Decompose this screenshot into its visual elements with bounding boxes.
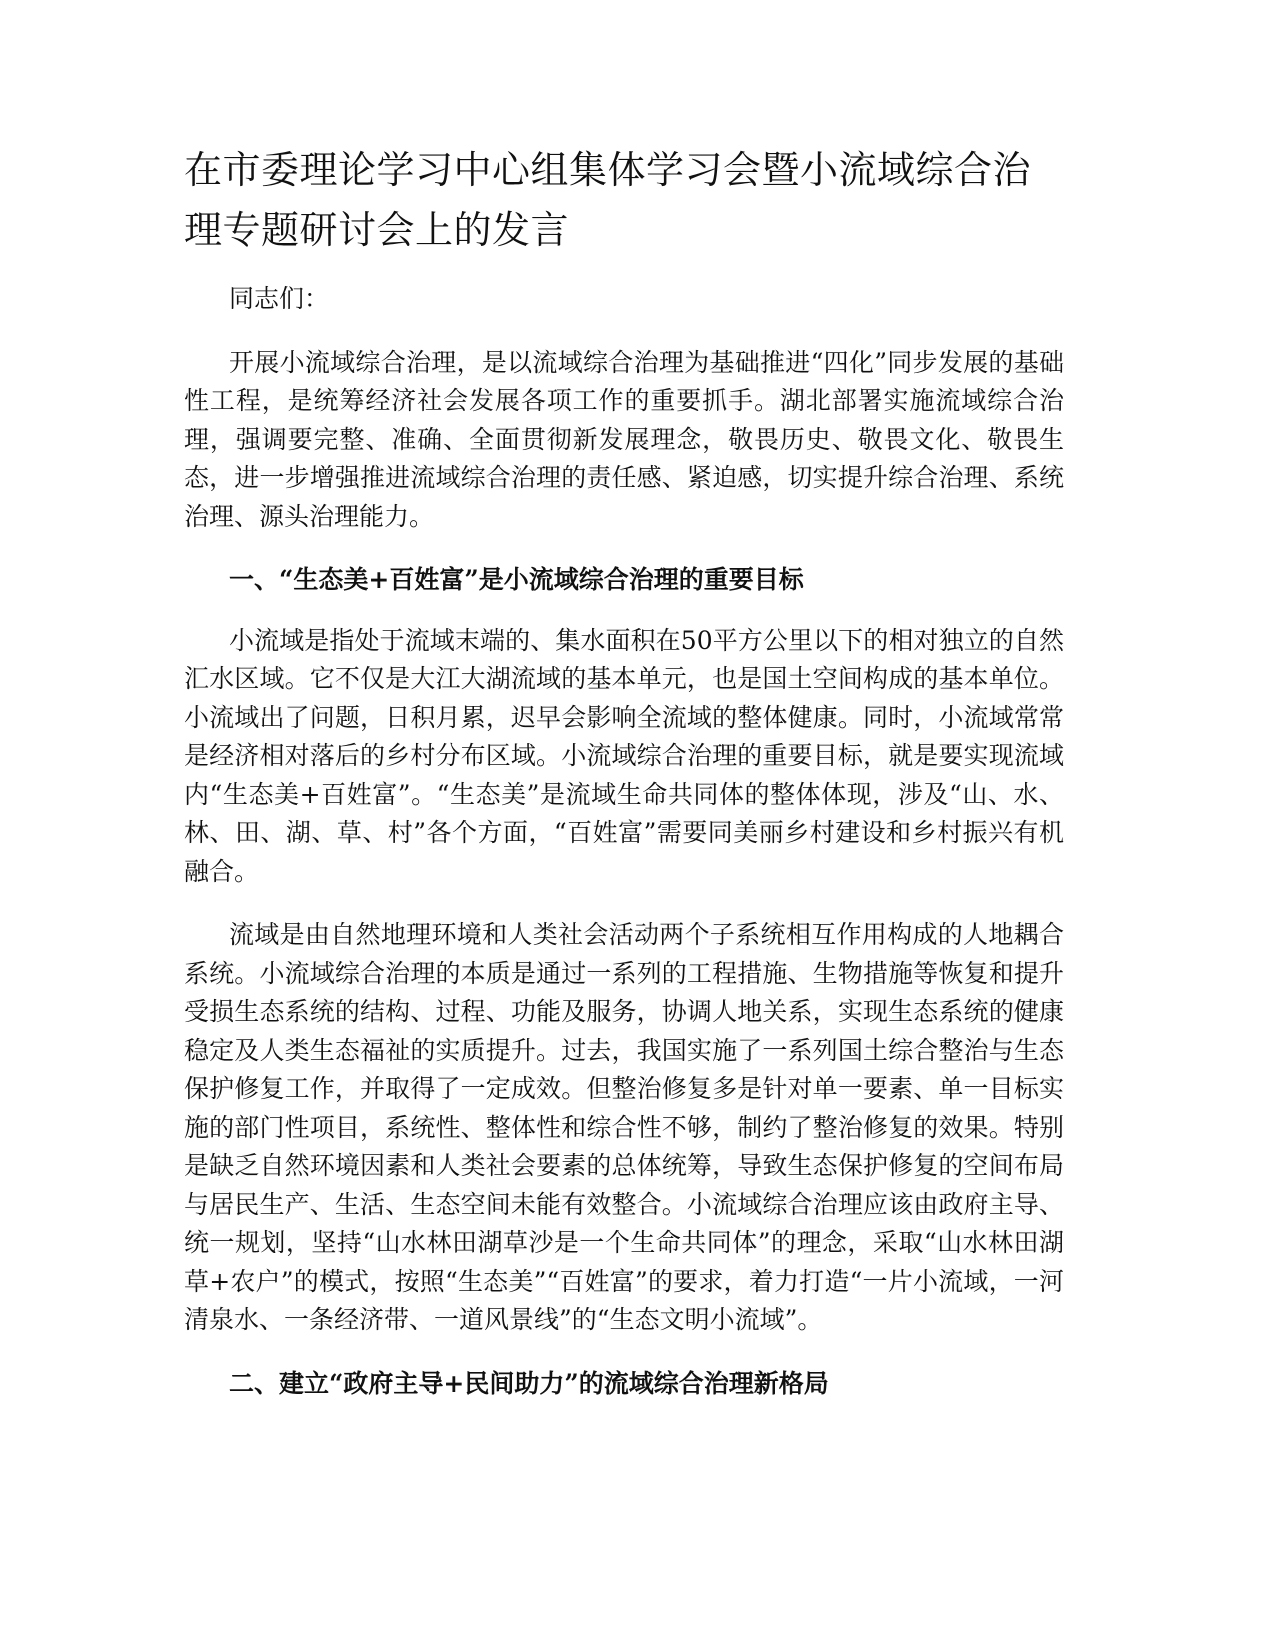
section1-paragraph-2: 流域是由自然地理环境和人类社会活动两个子系统相互作用构成的人地耦合系统。小流域综合治理的本质是通过一系列的工程措施、生物措施等恢复和提升受损生态系统的结构、过程、功能及服务，协调人地关系，实现生态系统的健康稳定及人类生态福祉的实质提升。过去，我国实施了一系列国土综合整治与生态保护修复工作，并取得了一定成效。但整治修复多是针对单一要素、单一目标实施的部门性项目，系统性、整体性和综合性不够，制约了整治修复的效果。特别是缺乏自然环境因素和人类社会要素的总体统筹，导致生态保护修复的空间布局与居民生产、生活、生态空间未能有效整合。小流域综合治理应该由政府主导、统一规划，坚持“山水林田湖草沙是一个生命共同体”的理念，采取“山水林田湖草+农户”的模式，按照“生态美”“百姓富”的要求，着力打造“一片小流域，一河清泉水、一条经济带、一道风景线”的“生态文明小流域”。 (184, 920, 1064, 1334)
document-page (184, 140, 1064, 1425)
section-heading-1: 一、“生态美+百姓富”是小流域综合治理的重要目标 (229, 565, 804, 594)
section1-paragraph-1: 小流域是指处于流域末端的、集水面积在50平方公里以下的相对独立的自然汇水区域。它不仅是大江大湖流域的基本单元，也是国土空间构成的基本单位。小流域出了问题，日积月累，迟早会影响全流域的整体健康。同时，小流域常常是经济相对落后的乡村分布区域。小流域综合治理的重要目标，就是要实现流域内“生态美+百姓富”。“生态美”是流域生命共同体的整体体现，涉及“山、水、林、田、湖、草、村”各个方面，“百姓富”需要同美丽乡村建设和乡村振兴有机融合。 (184, 625, 1064, 886)
section-heading-2: 二、建立“政府主导+民间助力”的流域综合治理新格局 (229, 1368, 829, 1398)
intro-paragraph: 开展小流域综合治理，是以流域综合治理为基础推进“四化”同步发展的基础性工程，是统筹经济社会发展各项工作的重要抓手。湖北部署实施流域综合治理，强调要完整、准确、全面贯彻新发展理念，敬畏历史、敬畏文化、敬畏生态，进一步增强推进流域综合治理的责任感、紧迫感，切实提升综合治理、系统治理、源头治理能力。 (184, 347, 1064, 531)
salutation: 同志们： (229, 284, 330, 313)
document-title: 在市委理论学习中心组集体学习会暨小流域综合治理专题研讨会上的发言 (184, 148, 1032, 252)
